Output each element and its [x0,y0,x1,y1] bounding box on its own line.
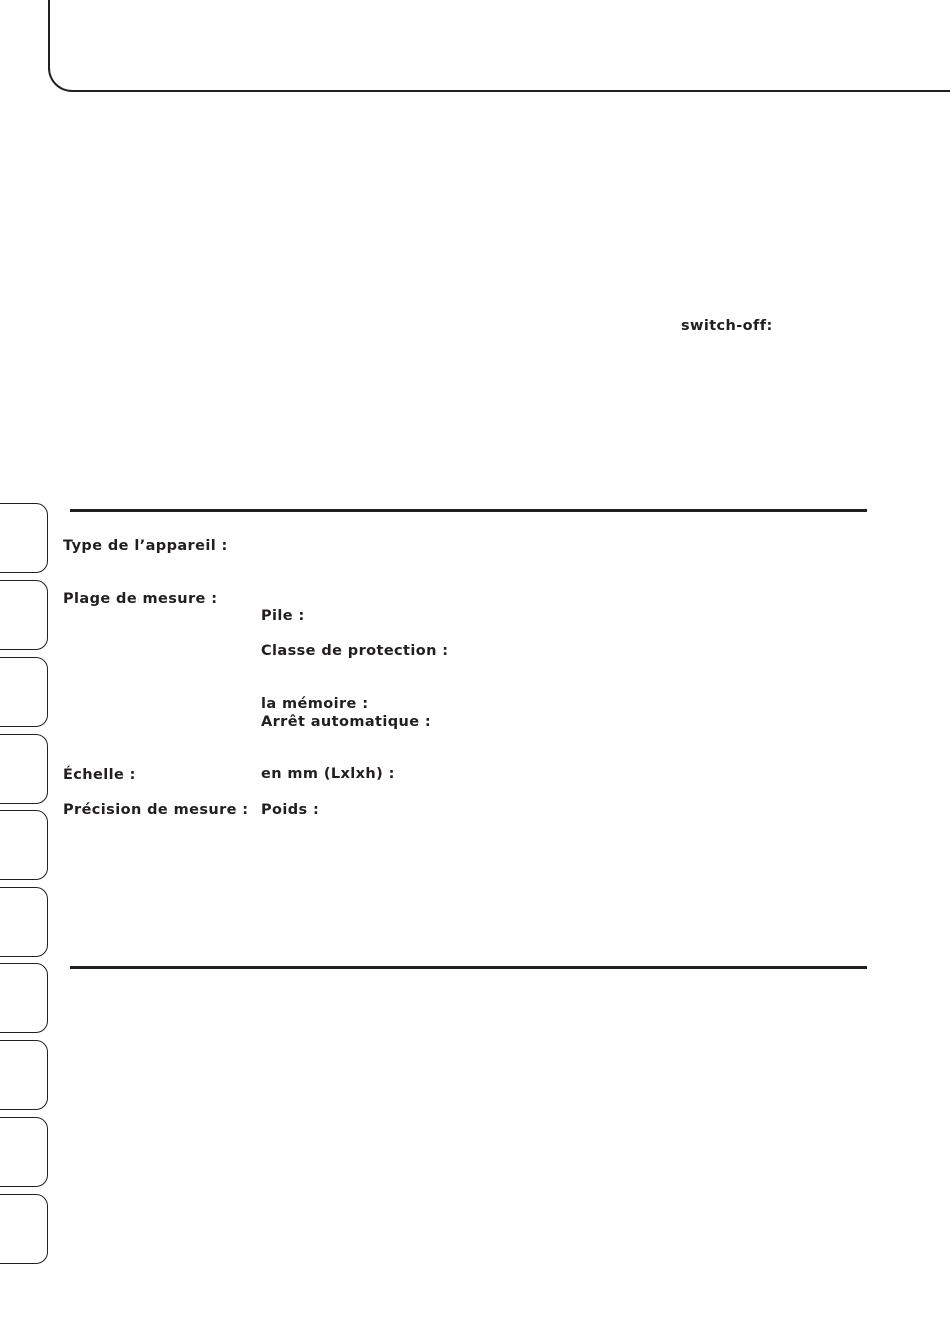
side-tab[interactable] [0,1194,48,1264]
section-divider-top [70,509,867,512]
spec-weight-label: Poids : [261,802,320,818]
side-tab[interactable] [0,1117,48,1187]
spec-protection-label: Classe de protection : [261,643,449,659]
switch-off-label: switch-off: [681,318,773,334]
header-frame [48,0,950,92]
side-tab[interactable] [0,810,48,880]
spec-type-label: Type de l’appareil : [63,538,228,554]
spec-scale-label: Échelle : [63,767,136,783]
side-tab[interactable] [0,657,48,727]
side-tab[interactable] [0,580,48,650]
spec-battery-label: Pile : [261,608,305,624]
section-divider-bottom [70,966,867,969]
side-tab[interactable] [0,734,48,804]
side-tab[interactable] [0,887,48,957]
spec-auto-off-label: Arrêt automatique : [261,714,432,730]
spec-range-label: Plage de mesure : [63,591,218,607]
side-tab[interactable] [0,503,48,573]
spec-precision-label: Précision de mesure : [63,802,249,818]
side-tab[interactable] [0,1040,48,1110]
side-tab[interactable] [0,963,48,1033]
spec-dimensions-label: en mm (Lxlxh) : [261,766,395,782]
spec-memory-label: la mémoire : [261,696,369,712]
